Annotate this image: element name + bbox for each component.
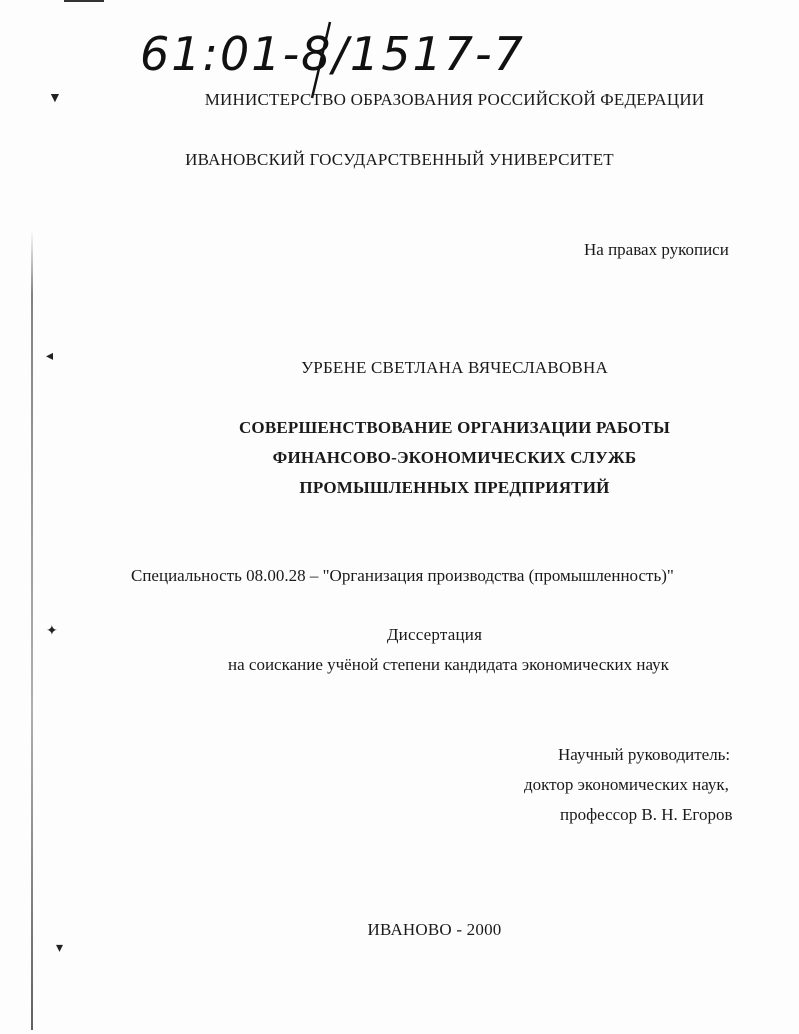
author-name: УРБЕНЕ СВЕТЛАНА ВЯЧЕСЛАВОВНА [301,358,608,377]
margin-mark: ✦ [46,624,58,639]
rights-note: На правах рукописи [584,240,729,259]
supervisor-label: Научный руководитель: [558,745,731,764]
specialty-line: Специальность 08.00.28 – "Организация производства (промышленность)" [131,566,674,585]
stamp-code: 61:01-8/1517-7 [140,27,525,81]
ministry-line: МИНИСТЕРСТВО ОБРАЗОВАНИЯ РОССИЙСКОЙ ФЕДЕРАЦИИ [204,90,705,109]
dissertation-label: Диссертация [386,625,483,644]
margin-mark: ◂ [46,349,54,364]
title-line-1: СОВЕРШЕНСТВОВАНИЕ ОРГАНИЗАЦИИ РАБОТЫ [238,418,671,437]
margin-mark: ▾ [56,941,64,956]
university-line: ИВАНОВСКИЙ ГОСУДАРСТВЕННЫЙ УНИВЕРСИТЕТ [185,150,614,169]
supervisor-name: профессор В. Н. Егоров [560,805,733,824]
scan-edge-line [31,230,33,1030]
city-year: ИВАНОВО - 2000 [367,920,502,939]
dissertation-purpose: на соискание учёной степени кандидата экономических наук [228,655,669,674]
handwritten-stamp [0,0,799,100]
title-line-2: ФИНАНСОВО-ЭКОНОМИЧЕСКИХ СЛУЖБ [272,448,637,467]
supervisor-degree: доктор экономических наук, [524,775,729,794]
margin-mark: ▼ [48,91,62,106]
title-line-3: ПРОМЫШЛЕННЫХ ПРЕДПРИЯТИЙ [299,478,610,497]
